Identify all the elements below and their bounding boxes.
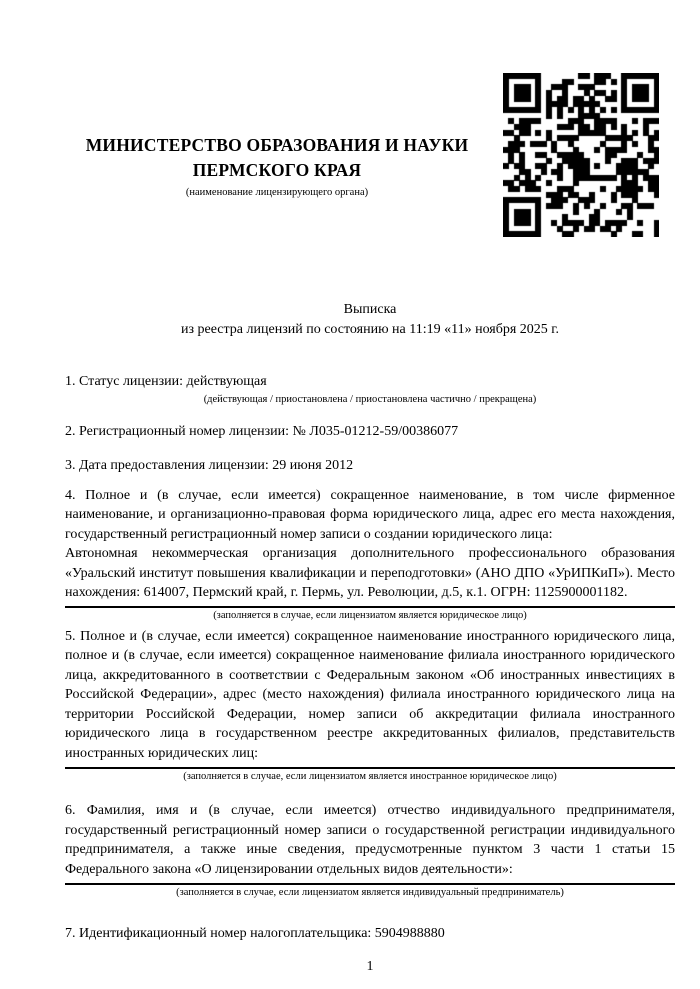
- item-6-fill-line: [65, 883, 675, 885]
- document-subtitle: из реестра лицензий по состоянию на 11:19 «11» ноября 2025 г.: [181, 322, 559, 337]
- document-title: Выписка: [343, 302, 397, 317]
- item-4-legal-entity-value: Автономная некоммерческая организация дополнительного профессионального образования «Уральский институт повышения квалификации и переподготовки» (АНО ДПО «УрИПКиП»). Место нахождения: 614007, Пермский край, г. Пермь, ул. Революции, д.5, к.1. ОГРН: 1125900001182.: [65, 546, 675, 600]
- document-title-block: [65, 300, 675, 340]
- item-5-caption: (заполняется в случае, если лицензиатом является иностранное юридическое лицо): [183, 771, 557, 782]
- item-1-license-status: 1. Статус лицензии: действующая: [65, 374, 267, 389]
- item-7-taxpayer-number: 7. Идентификационный номер налогоплательщика: 5904988880: [65, 926, 445, 941]
- item-5-fill-line: [65, 767, 675, 769]
- ministry-name-line1: МИНИСТЕРСТВО ОБРАЗОВАНИЯ И НАУКИ: [85, 135, 469, 155]
- ministry-name-line2: ПЕРМСКОГО КРАЯ: [192, 160, 362, 180]
- item-2-registration-number: 2. Регистрационный номер лицензии: № Л035-01212-59/00386077: [65, 423, 459, 439]
- item-3-grant-date: 3. Дата предоставления лицензии: 29 июня 2012: [65, 458, 354, 473]
- item-1-caption: (действующая / приостановлена / приостановлена частично / прекращена): [203, 393, 537, 405]
- item-6-caption: (заполняется в случае, если лицензиатом является индивидуальный предприниматель): [176, 887, 564, 898]
- document-content: [65, 0, 675, 976]
- ministry-caption: (наименование лицензирующего органа): [185, 187, 369, 198]
- item-4-caption: (заполняется в случае, если лицензиатом является юридическое лицо): [213, 609, 527, 621]
- item-4-fill-line: [65, 606, 675, 608]
- item-4-legal-entity-label: 4. Полное и (в случае, если имеется) сокращенное наименование, в том числе фирменное наименование, и организационно-правовая форма юридического лица, адрес его места нахождения, государственный регистрационный номер записи о создании юридического лица:: [65, 487, 675, 542]
- item-6-entrepreneur-label: 6. Фамилия, имя и (в случае, если имеется) отчество индивидуального предпринимателя, государственный регистрационный номер записи о государственной регистрации индивидуального предпринимателя, а также иные сведения, предусмотренные пунктом 3 части 1 статьи 15 Федерального закона «О лицензировании отдельных видов деятельности»:: [65, 803, 675, 877]
- item-5-foreign-entity-label: 5. Полное и (в случае, если имеется) сокращенное наименование иностранного юридического лица, полное и (в случае, если имеется) сокращенное наименование филиала иностранного юридического лица, аккредитованного в соответствии с Федеральным законом «Об иностранных инвестициях в Российской Федерации», адрес (место нахождения) филиала иностранного юридического лица на территории Российской Федерации, номер записи об аккредитации филиала иностранного юридического лица в государственном реестре аккредитованных филиалов, представительств иностранных юридических лиц:: [65, 628, 675, 761]
- page-number: 1: [366, 958, 374, 974]
- ministry-name: [65, 133, 489, 183]
